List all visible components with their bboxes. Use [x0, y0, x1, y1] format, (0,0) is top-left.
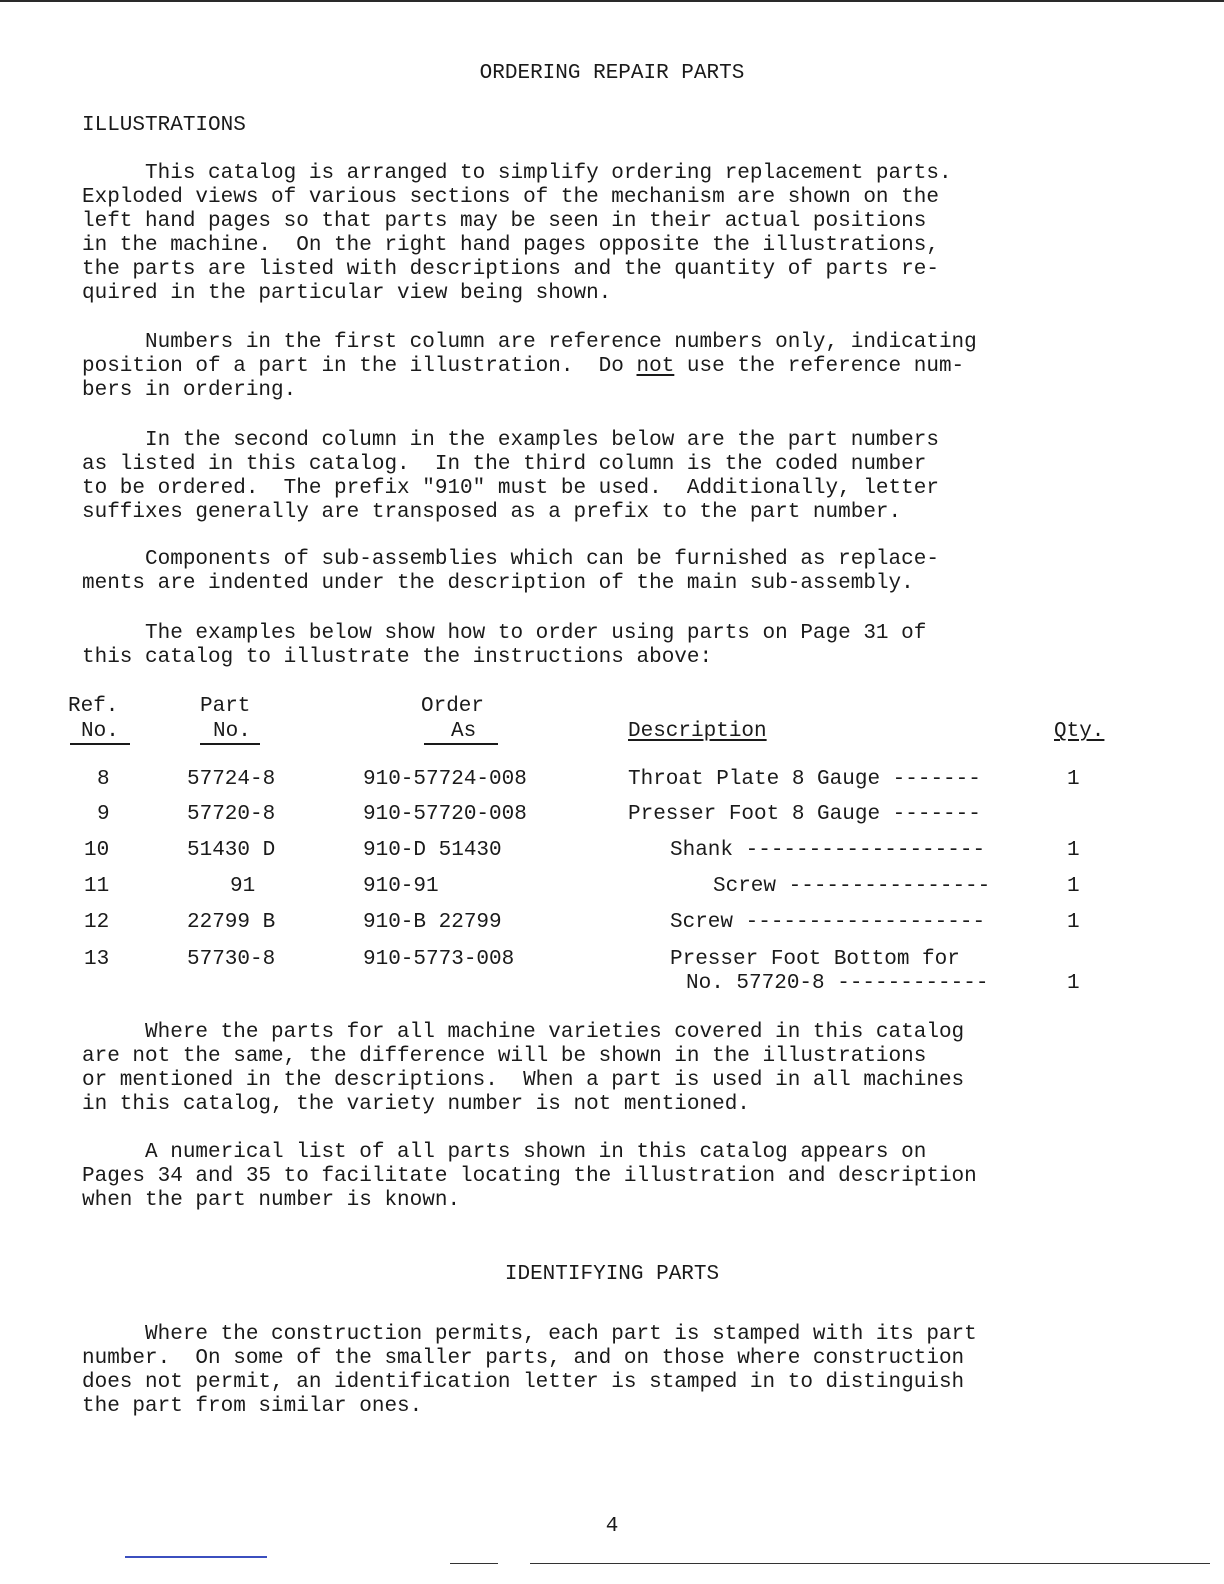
footer-rule: [450, 1563, 498, 1564]
text-line: or mentioned in the descriptions. When a part is used in all machines: [82, 1069, 965, 1092]
text-line: in this catalog, the variety number is not mentioned.: [82, 1093, 750, 1116]
page-number: 4: [605, 1515, 619, 1538]
cell-part: 91: [230, 875, 256, 898]
header-underline: [424, 743, 498, 745]
page-title: ORDERING REPAIR PARTS: [479, 62, 745, 85]
text-line: Components of sub-assemblies which can be furnished as replace-: [82, 548, 939, 571]
text-line: the part from similar ones.: [82, 1395, 423, 1418]
cell-order: 910-D 51430: [363, 839, 502, 862]
text-line: the parts are listed with descriptions and the quantity of parts re-: [82, 258, 939, 281]
cell-part: 51430 D: [187, 839, 276, 862]
cell-ref: 11: [84, 875, 110, 898]
text-line: A numerical list of all parts shown in this catalog appears on: [82, 1141, 927, 1164]
text-line: [82, 355, 964, 379]
text-line: to be ordered. The prefix "910" must be used. Additionally, letter: [82, 477, 939, 500]
text-line: ments are indented under the description of the main sub-assembly.: [82, 572, 914, 595]
text-line: Where the construction permits, each part is stamped with its part: [82, 1323, 977, 1346]
cell-qty: 1: [1067, 972, 1080, 995]
emphasis-not: not: [636, 355, 675, 378]
cell-ref: 13: [84, 948, 110, 971]
text-line: bers in ordering.: [82, 379, 297, 402]
header-qty: Qty.: [1054, 720, 1105, 743]
text-line: as listed in this catalog. In the third column is the coded number: [82, 453, 927, 476]
cell-part: 57724-8: [187, 768, 276, 791]
cell-description: Shank -------------------: [670, 839, 986, 862]
cell-qty: 1: [1067, 875, 1080, 898]
text-line: Exploded views of various sections of the mechanism are shown on the: [82, 186, 939, 209]
text-line: in the machine. On the right hand pages opposite the illustrations,: [82, 234, 939, 257]
cell-part: 57720-8: [187, 803, 276, 826]
header-underline: [70, 743, 130, 745]
footer-rule-blue: [125, 1556, 267, 1558]
text-line: Pages 34 and 35 to facilitate locating the illustration and description: [82, 1165, 977, 1188]
cell-qty: 1: [1067, 839, 1080, 862]
text-line: This catalog is arranged to simplify ordering replacement parts.: [82, 162, 952, 185]
cell-qty: 1: [1067, 911, 1080, 934]
header-underline: [200, 743, 260, 745]
text-line: left hand pages so that parts may be seen in their actual positions: [82, 210, 927, 233]
text-segment: use the reference num-: [674, 355, 965, 378]
header-part-no: No.: [213, 720, 251, 743]
cell-description: Presser Foot 8 Gauge -------: [628, 803, 981, 826]
text-line: are not the same, the difference will be shown in the illustrations: [82, 1045, 927, 1068]
cell-description: Screw ----------------: [713, 875, 991, 898]
text-line: this catalog to illustrate the instructions above:: [82, 646, 713, 669]
cell-order: 910-5773-008: [363, 948, 515, 971]
header-ref: Ref.: [68, 695, 119, 718]
text-line: quired in the particular view being shown.: [82, 282, 612, 305]
cell-part: 57730-8: [187, 948, 276, 971]
text-line: suffixes generally are transposed as a prefix to the part number.: [82, 501, 902, 524]
section-heading-illustrations: ILLUSTRATIONS: [82, 114, 246, 137]
cell-order: 910-B 22799: [363, 911, 502, 934]
cell-ref: 8: [97, 768, 110, 791]
header-order-as: As: [451, 720, 477, 743]
cell-order: 910-91: [363, 875, 439, 898]
cell-qty: 1: [1067, 768, 1080, 791]
footer-rule: [530, 1563, 1210, 1564]
text-line: number. On some of the smaller parts, and on those where construction: [82, 1347, 965, 1370]
section-heading-identifying-parts: IDENTIFYING PARTS: [504, 1263, 720, 1286]
cell-ref: 12: [84, 911, 110, 934]
cell-description: Throat Plate 8 Gauge -------: [628, 768, 981, 791]
cell-order: 910-57724-008: [363, 768, 527, 791]
text-line: Where the parts for all machine varieties covered in this catalog: [82, 1021, 965, 1044]
text-segment: position of a part in the illustration. Do: [82, 355, 637, 378]
text-line: In the second column in the examples below are the part numbers: [82, 429, 939, 452]
header-order: Order: [421, 695, 485, 718]
cell-part: 22799 B: [187, 911, 276, 934]
text-line: The examples below show how to order using parts on Page 31 of: [82, 622, 927, 645]
text-line: does not permit, an identification letter is stamped in to distinguish: [82, 1371, 965, 1394]
text-line: Numbers in the first column are reference numbers only, indicating: [82, 331, 977, 354]
cell-ref: 9: [97, 803, 110, 826]
header-part: Part: [200, 695, 251, 718]
text-line: when the part number is known.: [82, 1189, 461, 1212]
header-ref-no: No.: [81, 720, 119, 743]
cell-description-continued: No. 57720-8 ------------: [686, 972, 989, 995]
header-description: Description: [628, 720, 767, 743]
top-rule: [0, 0, 1224, 2]
cell-description: Screw -------------------: [670, 911, 986, 934]
cell-description: Presser Foot Bottom for: [670, 948, 960, 971]
cell-ref: 10: [84, 839, 110, 862]
cell-order: 910-57720-008: [363, 803, 527, 826]
